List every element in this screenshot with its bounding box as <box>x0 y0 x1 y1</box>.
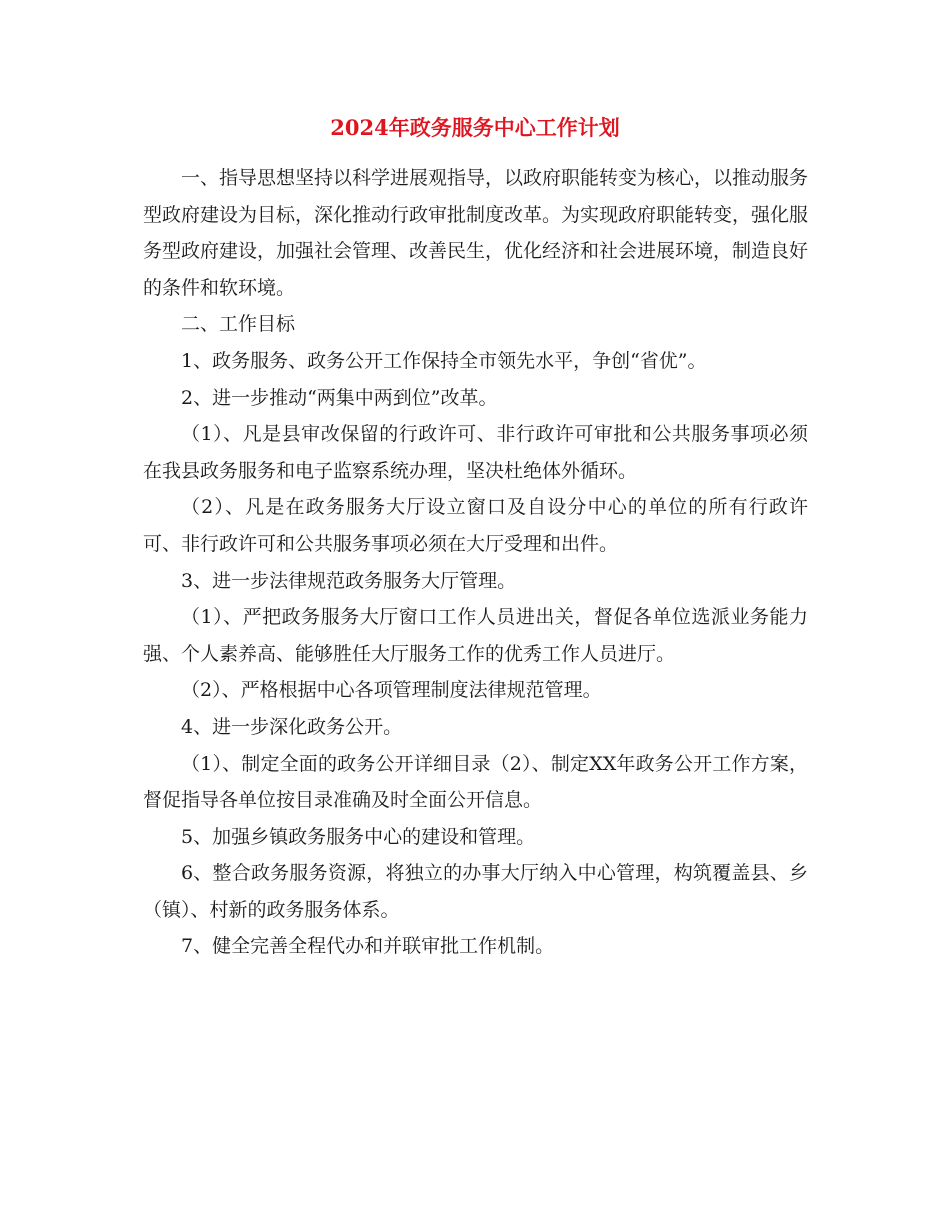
document-body <box>143 160 808 965</box>
paragraph-goal-3-item-2: （2）、严格根据中心各项管理制度法律规范管理。 <box>181 679 602 702</box>
paragraph-goal-7: 7、健全完善全程代办和并联审批工作机制。 <box>181 935 555 958</box>
paragraph-guiding-ideology: 一、指导思想坚持以科学进展观指导，以政府职能转变为核心，以推动服务型政府建设为目标，深化推动行政审批制度改革。为实现政府职能转变，强化服务型政府建设，加强社会管理、改善民生，优化经济和社会进展环境，制造良好的条件和软环境。 <box>143 167 809 299</box>
paragraph-goal-2: 2、进一步推动“两集中两到位”改革。 <box>181 386 498 409</box>
paragraph-goal-1: 1、政务服务、政务公开工作保持全市领先水平，争创“省优”。 <box>181 349 707 372</box>
paragraph-work-goals-heading: 二、工作目标 <box>181 313 296 336</box>
paragraph-goal-4: 4、进一步深化政务公开。 <box>181 715 403 738</box>
paragraph-goal-6: 6、整合政务服务资源，将独立的办事大厅纳入中心管理，构筑覆盖县、乡（镇）、村新的政务服务体系。 <box>143 862 808 921</box>
document-title: 2024年政务服务中心工作计划 <box>330 115 620 140</box>
paragraph-goal-2-item-1: （1）、凡是县审改保留的行政许可、非行政许可审批和公共服务事项必须在我县政务服务和电子监察系统办理，坚决杜绝体外循环。 <box>143 423 808 482</box>
paragraph-goal-3-item-1: （1）、严把政务服务大厅窗口工作人员进出关，督促各单位选派业务能力强、个人素养高、能够胜任大厅服务工作的优秀工作人员进厅。 <box>143 606 808 665</box>
paragraph-goal-2-item-2: （2）、凡是在政务服务大厅设立窗口及自设分中心的单位的所有行政许可、非行政许可和公共服务事项必须在大厅受理和出件。 <box>143 496 808 555</box>
paragraph-goal-4-item-1: （1）、制定全面的政务公开详细目录（2）、制定XX年政务公开工作方案，督促指导各单位按目录准确及时全面公开信息。 <box>143 752 808 812</box>
paragraph-goal-3: 3、进一步法律规范政务服务大厅管理。 <box>181 569 517 592</box>
paragraph-goal-5: 5、加强乡镇政务服务中心的建设和管理。 <box>181 825 536 848</box>
